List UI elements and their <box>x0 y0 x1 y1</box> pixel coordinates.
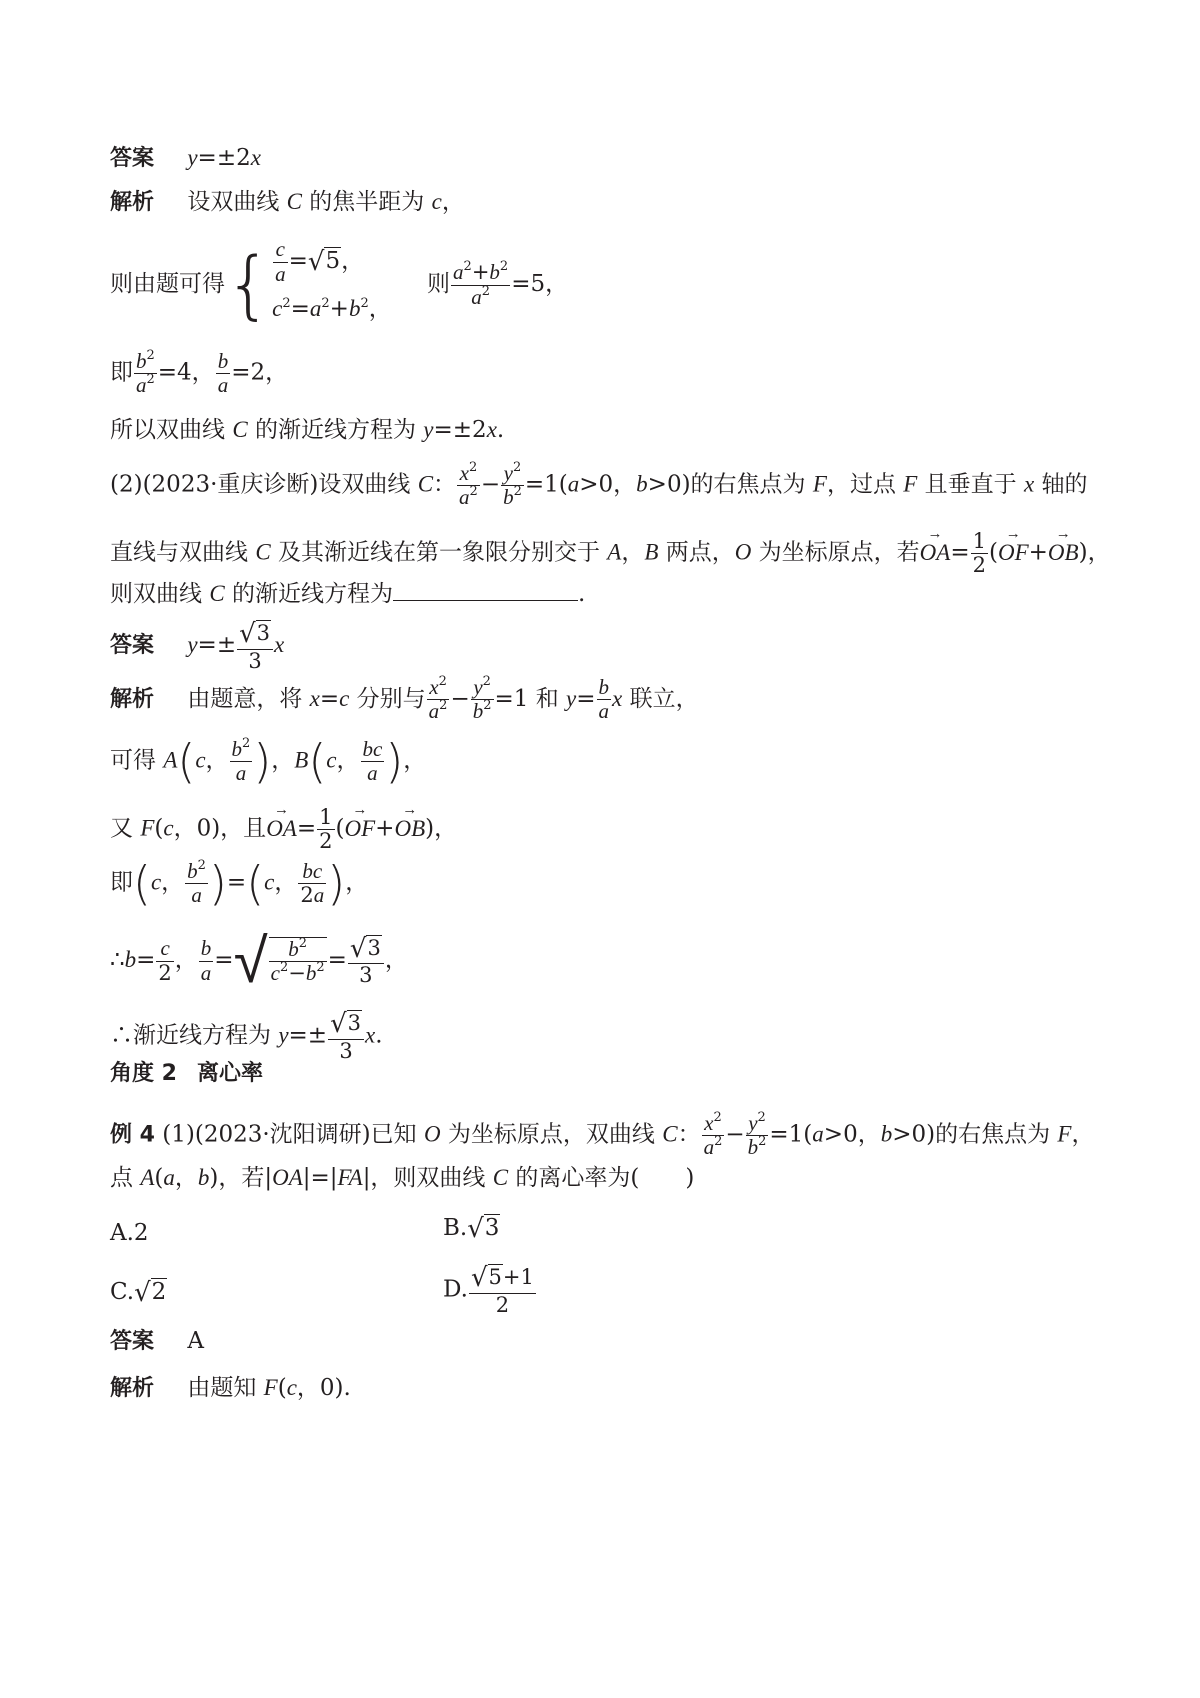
section-number: 角度 2 <box>110 1061 177 1086</box>
option-a[interactable] <box>110 1222 149 1245</box>
case-2: $c^2=a^2+b^2$， <box>272 296 392 323</box>
option-value: √2 <box>134 1278 167 1308</box>
analysis-row-2 <box>110 676 699 723</box>
analysis-2-equate: 即(c， $\frac{b^2}{a}$ )=(c， $\frac{bc}{2a}$ )， <box>110 856 369 911</box>
ratio-row: 即 $\frac{b^2}{a^2}$ =4， $\frac{b}{a}$ =2， <box>110 348 289 398</box>
derive-prefix: 则由题可得 <box>110 271 225 298</box>
option-key: D. <box>443 1276 468 1303</box>
example-4-line-2: 点 A(a，b)，若|OA|=|FA|，则双曲线 C 的离心率为( ) <box>110 1165 695 1191</box>
option-key: A. <box>110 1220 134 1246</box>
answer-row-2 <box>110 620 284 673</box>
answer-value: y=±2x <box>187 145 261 171</box>
derive-result-frac: $\frac{a^2+b^2}{a^2}$ <box>453 259 509 309</box>
analysis-row-3 <box>110 1376 351 1400</box>
derivation-system: 则由题可得{ $\frac{c}{a}$ =√5， $c^2=a^2+b^2$， 则 $\frac{a^2+b^2}{a^2}$ =5， <box>110 238 568 332</box>
analysis-label: 解析 <box>110 190 155 215</box>
analysis-text: 由题意，将 x=c 分别与 $\frac{x^2}{a^2}$ − $\frac{y^2}{b^2}$ =1 和 y= $\frac{b}{a}$ x 联立， <box>187 674 699 724</box>
option-key: B. <box>443 1215 468 1241</box>
case-lines <box>272 238 392 332</box>
ratio-prefix: 即 <box>110 359 133 386</box>
answer-label: 答案 <box>110 1329 155 1354</box>
option-value: 2 <box>133 1220 149 1246</box>
analysis-text: 由题知 F(c，0). <box>187 1375 351 1401</box>
section-heading <box>110 1062 263 1085</box>
answer-value: y=± $\frac{√3}{3}$ x <box>187 619 285 673</box>
analysis-label: 解析 <box>110 1376 155 1401</box>
analysis-row-1 <box>110 190 465 214</box>
answer-label: 答案 <box>110 146 155 171</box>
analysis-text: 设双曲线 C 的焦半距为 c， <box>187 189 465 215</box>
analysis-2-conclusion: ∴渐近线方程为 y=± $\frac{√3}{3}$ x. <box>110 1009 383 1063</box>
conclusion-row: 所以双曲线 C 的渐近线方程为 y=±2x. <box>110 417 505 443</box>
analysis-2-focus: 又 F(c，0)，且→ OA= $\frac{1}{2}$ (→ OF+→ OB)， <box>110 806 457 853</box>
section-title: 离心率 <box>196 1061 263 1086</box>
option-key: C. <box>110 1279 135 1305</box>
answer-row-3 <box>110 1330 204 1353</box>
derive-then: 则 <box>427 271 451 298</box>
option-d[interactable] <box>443 1264 537 1317</box>
analysis-label: 解析 <box>110 686 155 712</box>
case-1: $\frac{c}{a}$ =√5， <box>275 237 365 286</box>
answer-label: 答案 <box>110 633 155 659</box>
option-value: $\frac{√5+1}{2}$ <box>470 1263 534 1317</box>
answer-row-1 <box>110 146 261 170</box>
option-c[interactable] <box>110 1280 167 1306</box>
example-label: 例 4 <box>110 1122 155 1148</box>
analysis-2-ratio: ∴b= $\frac{c}{2}$ ， $\frac{b}{a}$ =√ $\frac{b^2}{c^2-b^2}$ = $\frac{√3}{3}$ ， <box>110 924 408 997</box>
example-4-line-1: 例 4 (1)(2023·沈阳调研)已知 O 为坐标原点，双曲线 C： $\frac{x^2}{a^2}$ − $\frac{y^2}{b^2}$ =1(a>0，b>0)的右焦点为 F， <box>110 1110 1095 1160</box>
option-b[interactable] <box>443 1216 500 1242</box>
analysis-2-points: 可得 A(c， $\frac{b^2}{a}$ )，B(c， $\frac{bc}{a}$ )， <box>110 734 427 789</box>
answer-blank <box>393 582 578 601</box>
option-value: √3 <box>467 1214 500 1244</box>
question-2-line-1: (2)(2023·重庆诊断)设双曲线 C： $\frac{x^2}{a^2}$ − $\frac{y^2}{b^2}$ =1(a>0，b>0)的右焦点为 F，过点 F 且垂直于 x 轴的 <box>110 460 1088 510</box>
question-2-line-2: 直线与双曲线 C 及其渐近线在第一象限分别交于 A，B 两点，O 为坐标原点，若→ OA= $\frac{1}{2}$ (→ OF+→ OB)， <box>110 530 1111 577</box>
left-brace-icon: { <box>225 242 273 329</box>
question-2-line-3: 则双曲线 C 的渐近线方程为 . <box>110 581 586 607</box>
answer-value: A <box>187 1328 204 1354</box>
